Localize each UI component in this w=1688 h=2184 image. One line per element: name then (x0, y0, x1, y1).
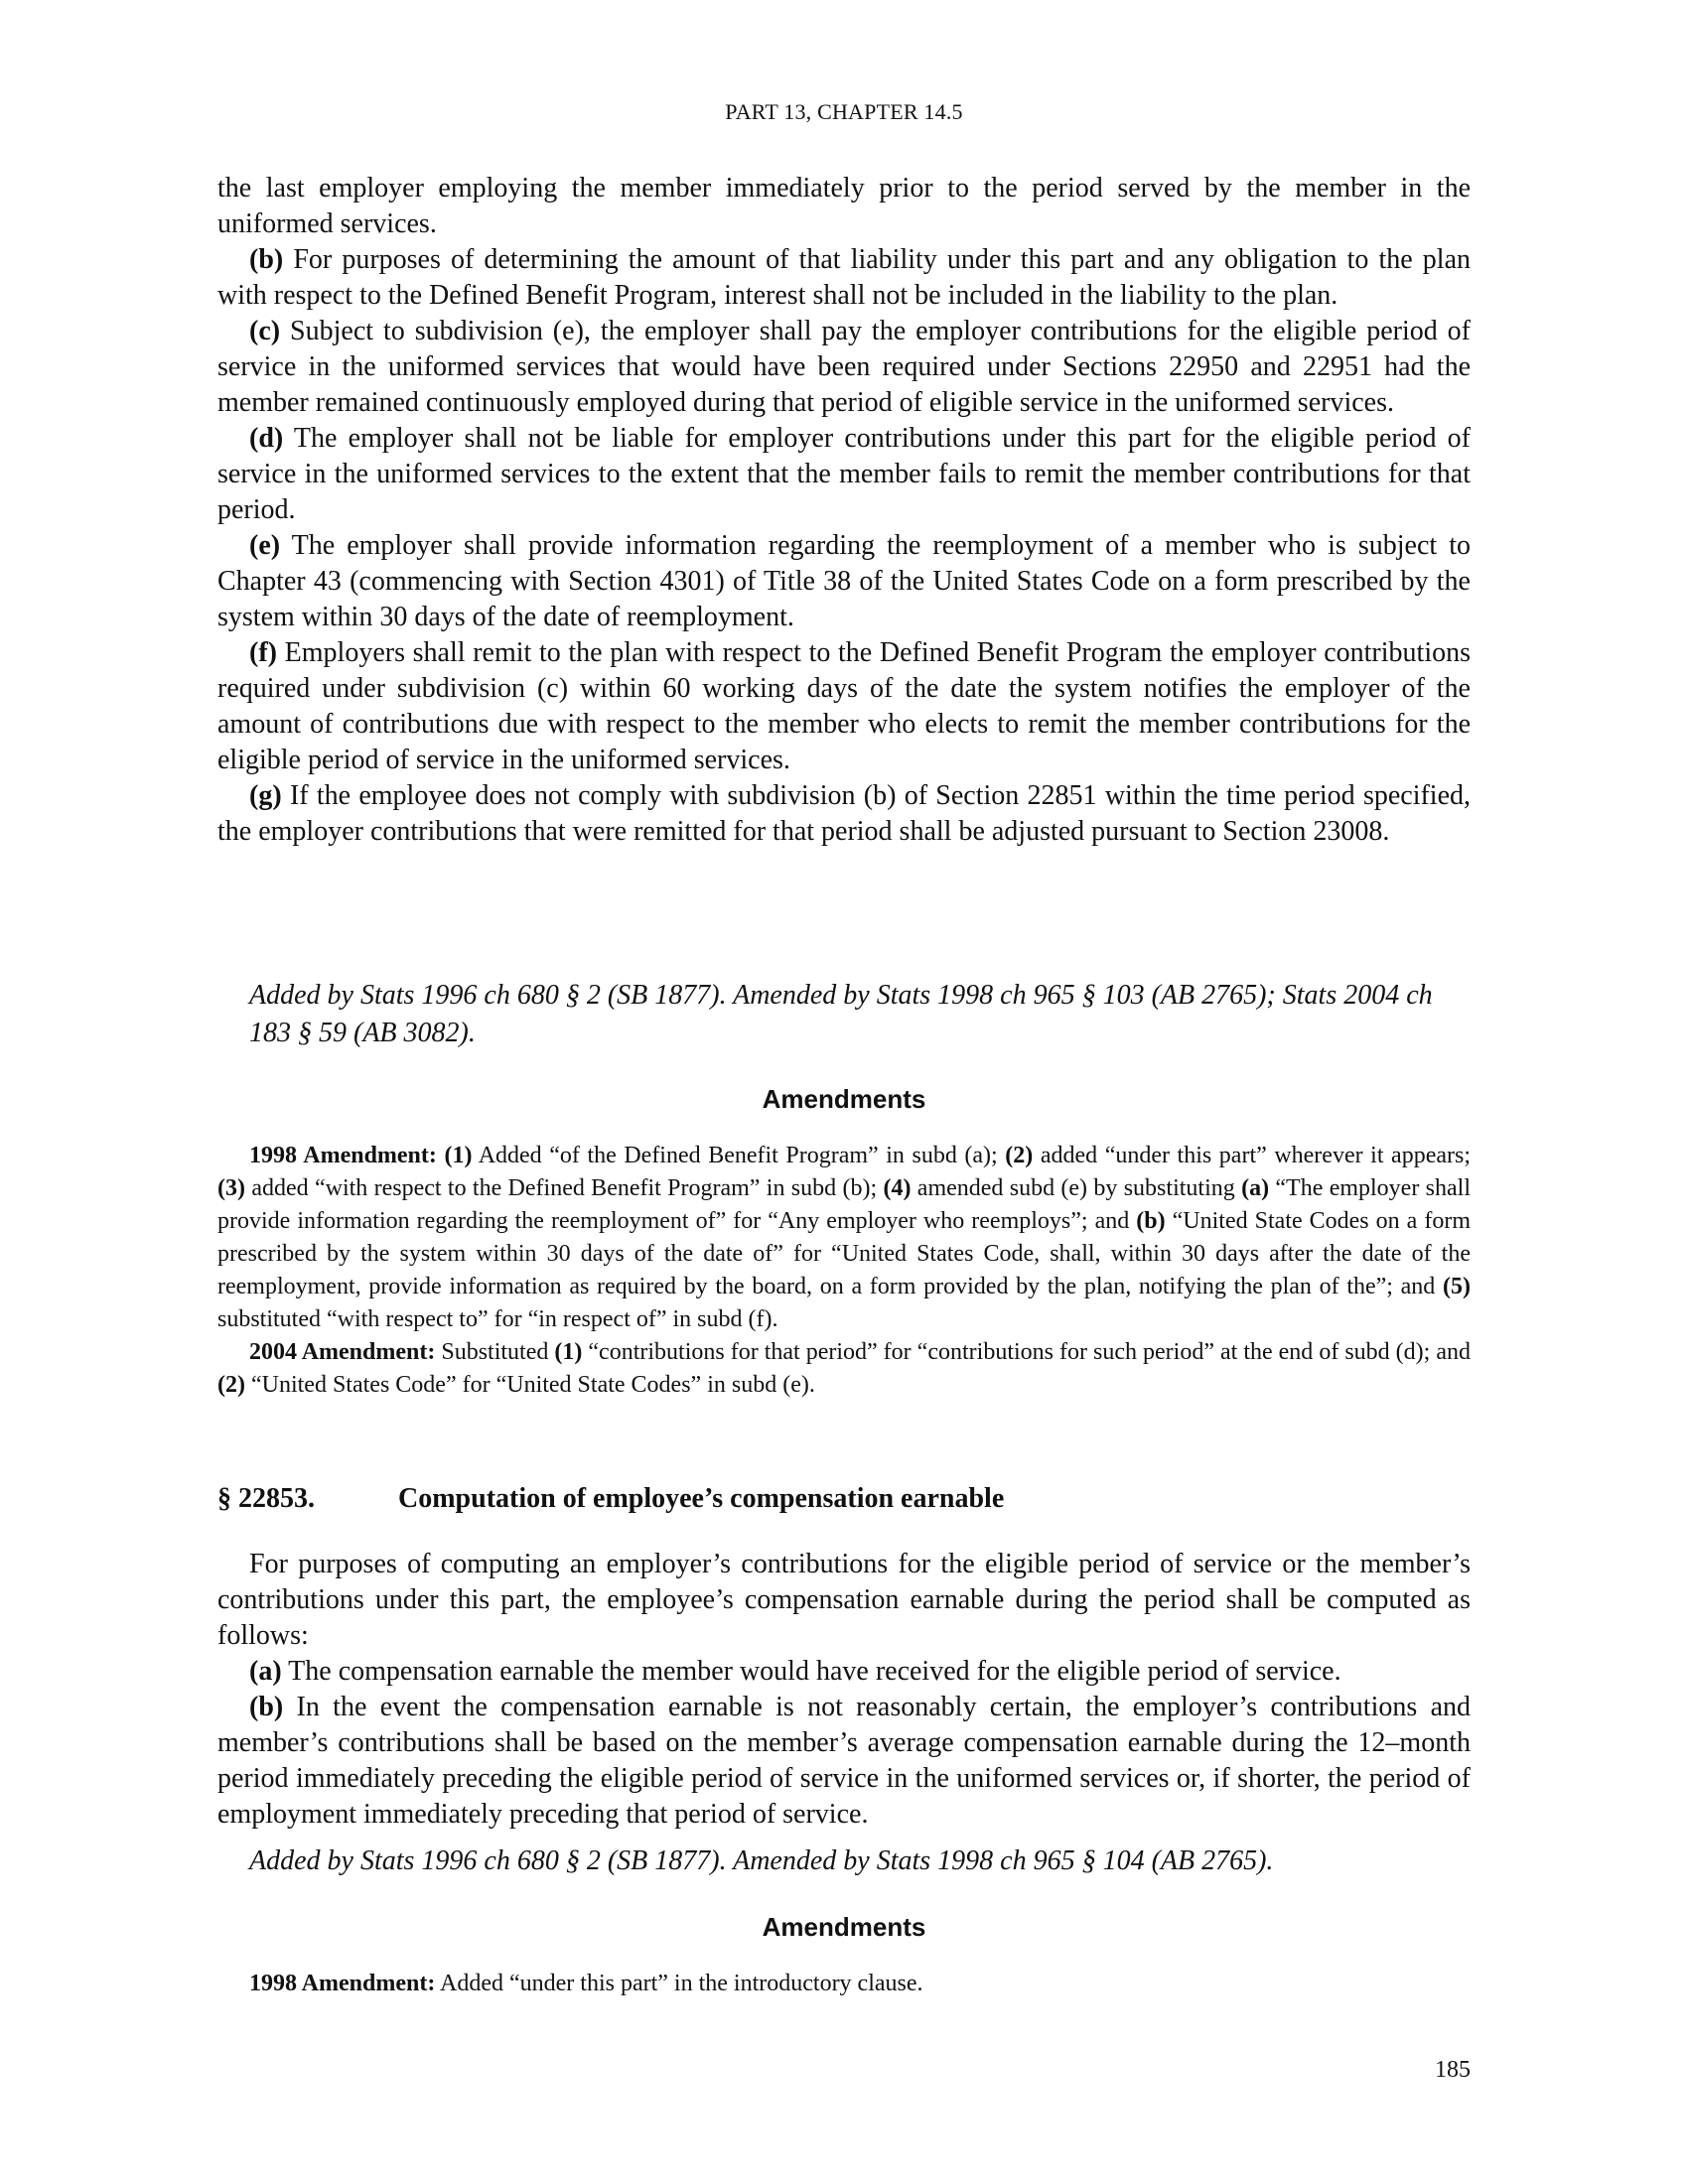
amendment-item-text: “United States Code” for “United State Codes” in subd (e). (244, 1372, 815, 1398)
amendment-year-label: 1998 Amendment: (249, 1971, 436, 1996)
subdivision-label: (b) (249, 1692, 284, 1722)
subdivision-b (217, 1690, 1471, 1833)
amendments-heading: Amendments (762, 1084, 926, 1114)
amendment-item-label: (5) (1443, 1274, 1471, 1299)
subdivision-label: (a) (249, 1656, 282, 1687)
subdivision-f (217, 635, 1471, 778)
amendment-2004-note (217, 1336, 1471, 1402)
amendment-item-text: “contributions for that period” for “contributions for such period” at the end of subd (d); and (582, 1339, 1471, 1365)
amendment-item-text: amended subd (e) by substituting (911, 1175, 1242, 1201)
subdivision-e (217, 528, 1471, 635)
amendment-item-label: (2) (1005, 1143, 1034, 1168)
amendment-item-label: (1) (554, 1339, 583, 1365)
subdivision-text: In the event the compensation earnable is not reasonably certain, the employer’s contributions and member’s contributions shall be based on the member’s average compensation earnable during the 12–month period immediately preceding the eligible period of service in the uniformed services or, if shorter, the period of employment immediately preceding that period of service. (217, 1692, 1471, 1830)
amendment-item-label: (2) (217, 1372, 245, 1398)
amendment-1998-note (249, 1968, 1471, 2000)
section-22852-continuation (217, 171, 1471, 850)
amendments-heading: Amendments (762, 1912, 926, 1942)
section-intro: For purposes of computing an employer’s contributions for the eligible period of service or the member’s contributions under this part, the employee’s compensation earnable during the period shall be computed as follows: (217, 1549, 1471, 1651)
amendment-item-text: substituted “with respect to” for “in respect of” in subd (f). (217, 1306, 778, 1332)
subdivision-d (217, 421, 1471, 528)
amendment-item-label: (3) (217, 1175, 245, 1201)
amendment-item-text: Added “under this part” in the introductory clause. (435, 1971, 923, 1996)
amendment-item-label: (4) (883, 1175, 912, 1201)
subdivision-b (217, 242, 1471, 314)
amendment-item-text: Added “of the Defined Benefit Program” in subd (a); (472, 1143, 1006, 1168)
amendment-item-text: Substituted (435, 1339, 555, 1365)
amendment-item-text: added “under this part” wherever it appears; (1033, 1143, 1472, 1168)
running-header: PART 13, CHAPTER 14.5 (725, 99, 963, 124)
amendment-item-label: (1) (444, 1143, 473, 1168)
amendment-item-text: “The employer shall provide information regarding the reemployment of” for “Any employer who reemploys”; and (217, 1175, 1471, 1234)
section-heading-22853 (217, 1483, 1471, 1515)
subdivision-g (217, 778, 1471, 850)
history-note-22852: Added by Stats 1996 ch 680 § 2 (SB 1877). Amended by Stats 1998 ch 965 § 103 (AB 2765); Stats 2004 ch 183 § 59 (AB 3082). (249, 980, 1433, 1048)
section-number: § 22853. (217, 1483, 315, 1514)
document-page (217, 0, 1471, 2184)
page-number: 185 (1435, 2057, 1471, 2083)
amendment-year-label: 1998 Amendment: (249, 1143, 437, 1168)
subdivision-text: For purposes of determining the amount of that liability under this part and any obligation to the plan with respect to the Defined Benefit Program, interest shall not be included in the liability to the plan. (217, 244, 1471, 311)
subdivision-label: (g) (249, 780, 282, 811)
section-title: Computation of employee’s compensation earnable (398, 1483, 1005, 1514)
subdivision-text: The employer shall not be liable for employer contributions under this part for the eligible period of service in the uniformed services to the extent that the member fails to remit the member contributions for that period. (217, 423, 1471, 525)
amendment-year-label: 2004 Amendment: (249, 1339, 436, 1365)
subdivision-label: (c) (249, 316, 281, 346)
amendments-notes-22852 (217, 1140, 1471, 1402)
amendment-item-label: (a) (1241, 1175, 1270, 1201)
section-22853-body (217, 1547, 1471, 1833)
subdivision-a (217, 1654, 1471, 1690)
subdivision-text: The compensation earnable the member would have received for the eligible period of service. (288, 1656, 1341, 1687)
history-note-22853: Added by Stats 1996 ch 680 § 2 (SB 1877). Amended by Stats 1998 ch 965 § 104 (AB 2765). (249, 1845, 1274, 1876)
subdivision-text: Subject to subdivision (e), the employer shall pay the employer contributions for the eligible period of service in the uniformed services that would have been required under Sections 22950 and 22951 had the member remained continuously employed during that period of eligible service in the uniformed services. (217, 316, 1472, 418)
subdivision-text: The employer shall provide information regarding the reemployment of a member who is subject to Chapter 43 (commencing with Section 4301) of Title 38 of the United States Code on a form prescribed by the system within 30 days of the date of reemployment. (217, 530, 1471, 632)
subdivision-label: (f) (249, 637, 277, 668)
subdivision-text: If the employee does not comply with subdivision (b) of Section 22851 within the time period specified, the employer contributions that were remitted for that period shall be adjusted pursuant to Section 23008. (217, 780, 1472, 847)
continued-paragraph: the last employer employing the member immediately prior to the period served by the member in the uniformed services. (217, 173, 1471, 239)
amendment-item-label: (b) (1136, 1208, 1166, 1234)
amendment-item-text: added “with respect to the Defined Benefit Program” in subd (b); (244, 1175, 884, 1201)
subdivision-label: (d) (249, 423, 284, 454)
subdivision-label: (e) (249, 530, 281, 561)
subdivision-c (217, 314, 1471, 421)
subdivision-label: (b) (249, 244, 284, 275)
amendment-item-text: “United State Codes on a form prescribed by the system within 30 days of the date of” for “United States Code, shall, within 30 days after the date of the reemployment, provide information as required by the board, on a form provided by the plan, notifying the plan of the”; and (217, 1208, 1472, 1299)
amendment-1998-note (217, 1140, 1471, 1336)
subdivision-text: Employers shall remit to the plan with respect to the Defined Benefit Program the employer contributions required under subdivision (c) within 60 working days of the date the system notifies the employer of the amount of contributions due with respect to the member who elects to remit the member contributions for the eligible period of service in the uniformed services. (217, 637, 1471, 775)
